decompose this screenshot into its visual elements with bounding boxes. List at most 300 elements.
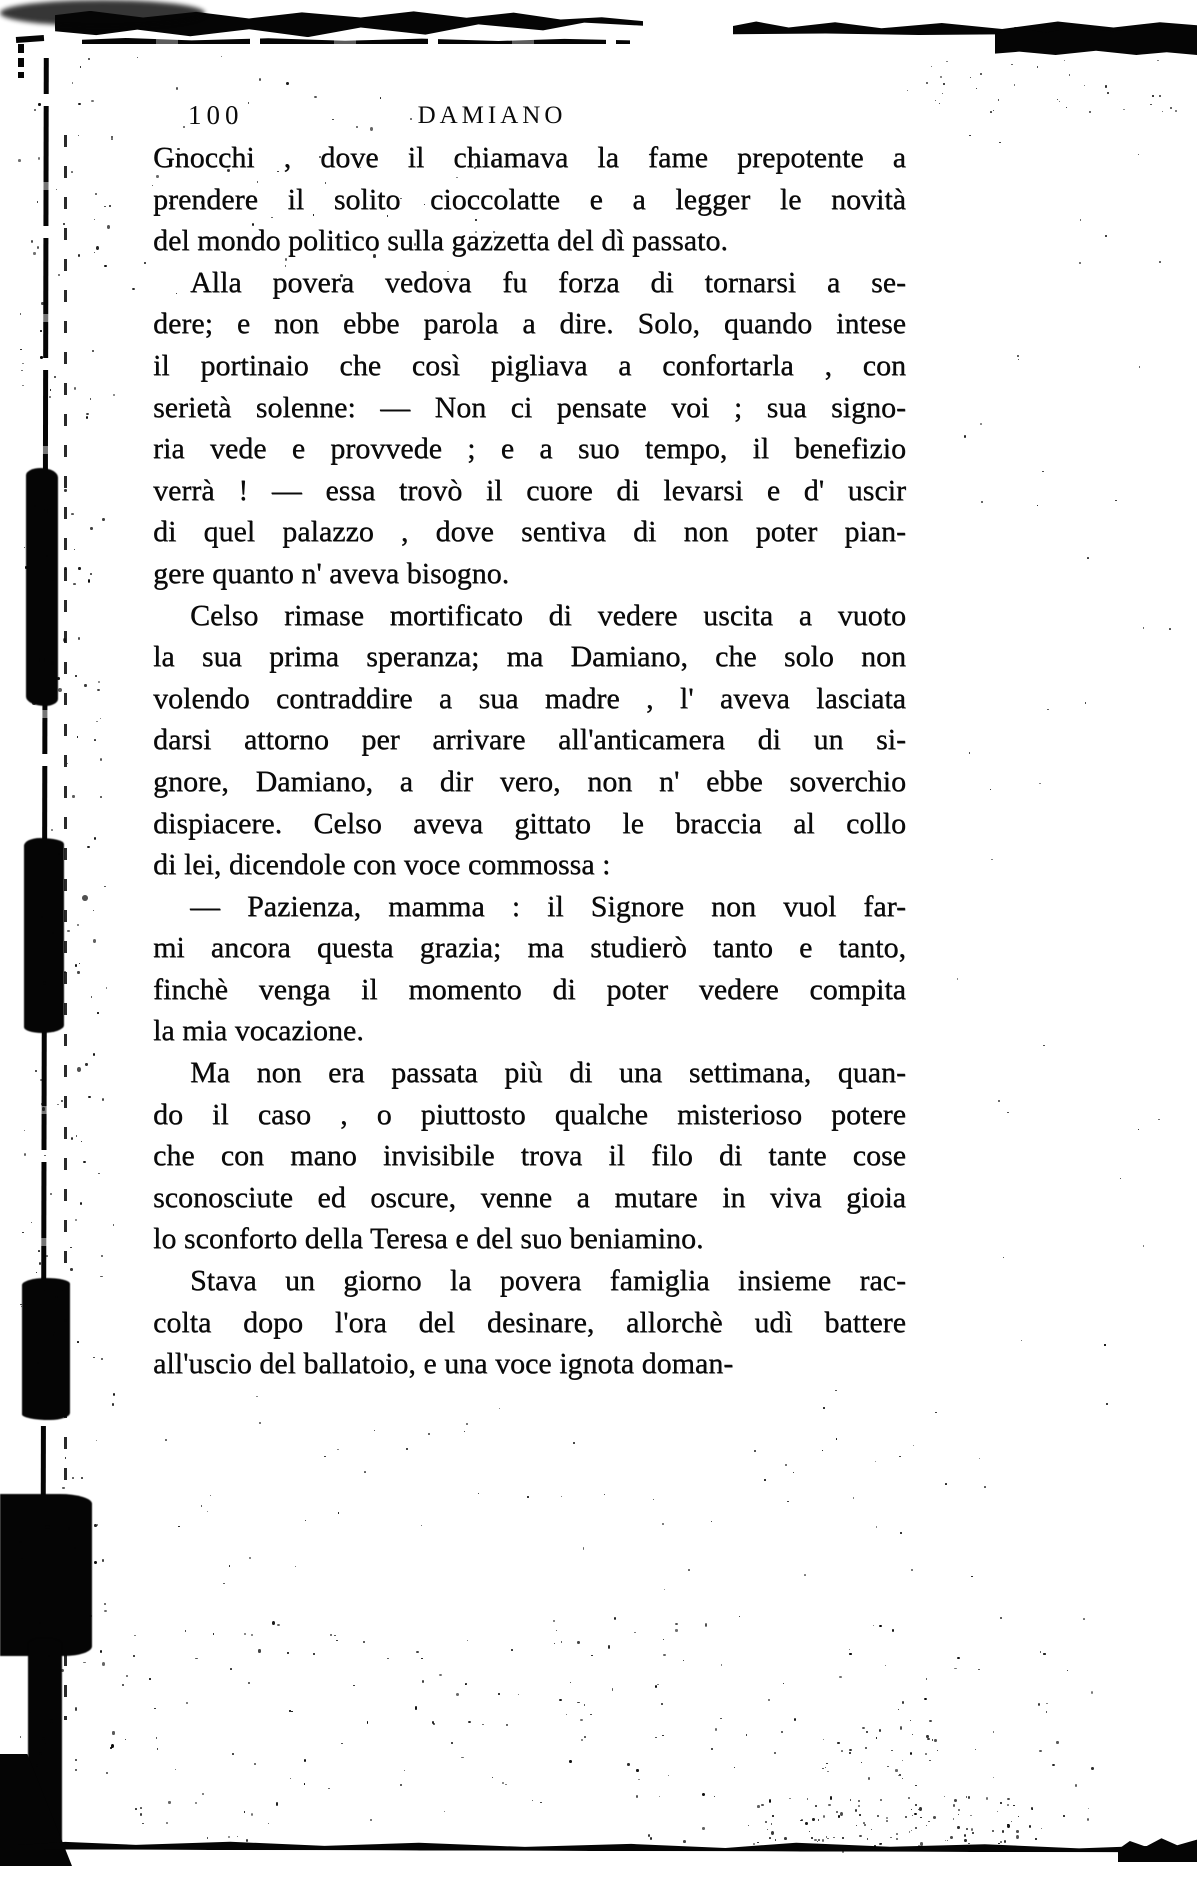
scan-noise-speck <box>31 1222 32 1224</box>
scan-noise-speck <box>1007 1112 1009 1114</box>
scan-noise-speck <box>1000 1802 1002 1804</box>
scan-noise-speck <box>86 416 88 419</box>
scan-noise-speck <box>1064 60 1065 61</box>
text-line: — Pazienza, mamma : il Signore non vuol far- <box>190 889 906 923</box>
scan-noise-speck <box>404 1770 405 1771</box>
scan-noise-speck <box>465 1683 466 1685</box>
scan-noise-speck <box>31 240 33 242</box>
scan-noise-speck <box>1003 1257 1004 1258</box>
scan-artifact-bottom-smudge <box>0 0 205 26</box>
scan-noise-speck <box>1039 783 1040 784</box>
scan-noise-speck <box>98 1173 100 1175</box>
scan-noise-speck <box>71 1137 73 1140</box>
scan-noise-speck <box>911 1809 912 1810</box>
scan-noise-speck <box>957 1657 960 1659</box>
scan-noise-speck <box>590 1714 592 1715</box>
scan-noise-speck <box>805 1822 808 1825</box>
scan-noise-speck <box>421 1525 422 1526</box>
scan-noise-speck <box>502 1782 503 1784</box>
scan-noise-speck <box>40 330 43 332</box>
scan-noise-speck <box>134 1635 135 1636</box>
scan-noise-speck <box>416 1651 419 1653</box>
scan-noise-speck <box>675 1623 678 1625</box>
scan-noise-speck <box>71 513 74 515</box>
scan-noise-speck <box>793 1472 794 1473</box>
scan-noise-speck <box>1039 1750 1042 1753</box>
scan-noise-speck <box>705 1623 708 1627</box>
scan-noise-speck <box>22 363 24 364</box>
scan-noise-speck <box>781 1731 783 1734</box>
scan-noise-speck <box>22 1232 24 1233</box>
scan-noise-speck <box>83 1161 86 1164</box>
scan-noise-speck <box>83 1662 86 1664</box>
scan-noise-speck <box>94 739 96 741</box>
scan-noise-speck <box>928 1821 929 1822</box>
scan-noise-speck <box>244 1633 246 1636</box>
scan-noise-speck <box>890 1837 892 1838</box>
scan-noise-speck <box>636 1795 638 1798</box>
scan-noise-speck <box>675 1629 678 1631</box>
text-line: gnore, Damiano, a dir vero, non n' ebbe soverchio <box>153 764 906 798</box>
scan-noise-speck <box>90 398 92 400</box>
scan-noise-speck <box>811 1837 813 1839</box>
scan-noise-speck <box>1057 99 1058 100</box>
scan-noise-speck <box>584 1736 586 1738</box>
text-line: di quel palazzo , dove sentiva di non poter pian- <box>153 515 906 549</box>
scan-noise-speck <box>63 638 66 642</box>
scan-noise-speck <box>937 1750 938 1751</box>
scan-noise-speck <box>683 1840 686 1843</box>
scan-noise-speck <box>876 1737 877 1739</box>
scan-noise-speck <box>800 1820 803 1822</box>
scan-noise-speck <box>920 1842 923 1845</box>
scan-noise-speck <box>213 1633 215 1635</box>
scan-noise-speck <box>380 97 381 98</box>
scan-noise-speck <box>142 1823 144 1824</box>
scan-noise-speck <box>899 1774 901 1776</box>
scan-noise-speck <box>662 1735 664 1736</box>
scan-noise-speck <box>653 1499 655 1500</box>
scan-noise-speck <box>1087 1818 1089 1821</box>
scan-noise-speck <box>771 1831 774 1835</box>
scan-noise-speck <box>969 752 970 754</box>
scan-noise-speck <box>842 1850 845 1853</box>
scan-noise-speck <box>1080 219 1081 220</box>
scan-noise-speck <box>900 1726 903 1730</box>
scan-noise-speck <box>50 1719 53 1723</box>
scan-noise-speck <box>415 1706 418 1710</box>
scan-noise-speck <box>505 1784 506 1785</box>
scan-noise-speck <box>166 1822 168 1824</box>
scan-noise-speck <box>50 389 51 391</box>
scan-noise-speck <box>823 1739 824 1740</box>
scan-noise-speck <box>614 1617 617 1620</box>
scan-noise-speck <box>1031 1807 1033 1810</box>
scan-noise-speck <box>1106 1403 1108 1405</box>
scan-noise-speck <box>1158 1119 1159 1120</box>
scan-noise-speck <box>54 376 56 378</box>
scan-noise-speck <box>1087 557 1089 559</box>
scan-noise-speck <box>892 1629 894 1631</box>
scan-noise-speck <box>1105 85 1107 87</box>
scan-noise-speck <box>958 1809 960 1811</box>
scan-noise-speck <box>1029 1825 1031 1828</box>
scan-noise-speck <box>98 681 100 683</box>
scan-noise-speck <box>561 1496 562 1497</box>
scan-noise-speck <box>422 1680 425 1683</box>
scan-noise-speck <box>102 1098 104 1101</box>
scan-noise-speck <box>879 1625 881 1627</box>
scan-noise-speck <box>954 1668 957 1670</box>
scan-noise-speck <box>80 66 82 68</box>
scan-noise-speck <box>1069 74 1070 75</box>
scan-noise-speck <box>482 1724 483 1726</box>
scan-noise-speck <box>862 1727 865 1729</box>
scan-noise-speck <box>580 1719 583 1722</box>
scan-noise-speck <box>87 846 90 849</box>
scan-noise-speck <box>254 1763 256 1765</box>
scan-noise-speck <box>40 356 43 358</box>
scan-noise-speck <box>334 1635 335 1637</box>
scan-noise-speck <box>400 1784 402 1786</box>
scan-noise-speck <box>223 1583 224 1584</box>
scan-noise-speck <box>1038 1703 1040 1706</box>
scan-noise-speck <box>992 1830 994 1832</box>
scan-noise-speck <box>32 701 36 705</box>
scan-noise-speck <box>102 1559 104 1561</box>
scan-noise-speck <box>1007 1824 1010 1828</box>
scan-noise-speck <box>101 1255 103 1257</box>
scan-noise-speck <box>818 1839 820 1841</box>
scan-noise-speck <box>971 1576 972 1577</box>
scan-noise-speck <box>757 1842 759 1844</box>
scan-noise-speck <box>1016 1830 1019 1832</box>
text-line: di lei, dicendole con voce commossa : <box>153 848 611 882</box>
scan-noise-speck <box>840 1812 843 1816</box>
scan-noise-speck <box>856 1825 857 1827</box>
scan-noise-speck <box>527 1496 529 1498</box>
scan-noise-speck <box>230 1668 231 1670</box>
scan-noise-speck <box>277 1624 280 1626</box>
scan-noise-speck <box>1002 1830 1004 1832</box>
scan-noise-speck <box>980 423 982 425</box>
scan-noise-speck <box>702 1793 705 1796</box>
scan-noise-speck <box>77 924 79 926</box>
scan-noise-speck <box>77 971 79 974</box>
scan-noise-speck <box>757 1805 760 1808</box>
scan-noise-speck <box>20 1736 22 1738</box>
text-line: gere quanto n' aveva bisogno. <box>153 556 510 590</box>
scan-noise-speck <box>638 1779 640 1780</box>
scan-noise-speck <box>149 1678 151 1679</box>
scan-noise-speck <box>81 1477 84 1479</box>
scan-noise-speck <box>37 246 39 249</box>
scan-noise-speck <box>849 1649 851 1650</box>
scan-noise-speck <box>772 1815 774 1817</box>
scan-noise-speck <box>886 1817 888 1819</box>
scan-noise-speck <box>175 1769 176 1770</box>
scan-noise-speck <box>931 66 932 67</box>
scan-noise-speck <box>966 1828 968 1830</box>
scan-noise-speck <box>122 1684 124 1686</box>
scan-noise-speck <box>957 978 958 979</box>
scan-noise-speck <box>104 265 107 268</box>
scan-noise-speck <box>783 1683 784 1684</box>
scan-noise-speck <box>41 1471 43 1472</box>
text-line: all'uscio del ballatoio, e una voce ignota doman- <box>153 1347 734 1381</box>
scan-noise-speck <box>827 1771 829 1773</box>
scan-noise-speck <box>314 96 317 98</box>
scan-noise-speck <box>92 350 94 352</box>
scan-noise-speck <box>428 1433 430 1435</box>
scan-noise-speck <box>467 1640 468 1641</box>
scan-noise-speck <box>739 1616 740 1617</box>
scan-noise-speck <box>608 1645 611 1648</box>
scan-noise-speck <box>22 385 24 386</box>
scan-noise-speck <box>456 1693 459 1696</box>
scan-noise-speck <box>861 1762 862 1763</box>
text-column <box>153 137 906 1385</box>
scan-artifact-ink-blob <box>24 838 64 1033</box>
scan-noise-speck <box>41 302 44 305</box>
scan-noise-speck <box>785 1464 787 1466</box>
scan-noise-speck <box>984 1486 986 1488</box>
scan-noise-speck <box>659 1796 660 1797</box>
scan-noise-speck <box>1004 1840 1006 1842</box>
scan-noise-speck <box>970 1815 971 1816</box>
scan-noise-speck <box>926 82 928 84</box>
scan-noise-speck <box>880 1799 882 1801</box>
scan-noise-speck <box>304 1783 305 1784</box>
scan-noise-speck <box>981 501 983 503</box>
scan-noise-speck <box>826 1763 828 1765</box>
scan-noise-speck <box>72 795 74 798</box>
scan-noise-speck <box>67 763 69 764</box>
scan-noise-speck <box>58 688 62 692</box>
scan-noise-speck <box>168 1801 171 1803</box>
scan-noise-speck <box>1000 1841 1002 1843</box>
scan-noise-speck <box>807 1798 808 1800</box>
scan-noise-speck <box>353 1685 355 1686</box>
scan-noise-speck <box>1120 1178 1121 1179</box>
scan-noise-speck <box>95 193 98 195</box>
scan-noise-speck <box>871 1829 872 1830</box>
scan-noise-speck <box>78 135 79 136</box>
scan-noise-speck <box>57 1104 59 1106</box>
running-title: DAMIANO <box>417 102 567 129</box>
scan-noise-speck <box>94 219 95 220</box>
scan-noise-speck <box>570 1682 571 1683</box>
scan-noise-speck <box>75 964 78 967</box>
scan-noise-speck <box>70 1247 71 1248</box>
scan-noise-speck <box>42 1107 45 1111</box>
scan-noise-speck <box>20 313 22 315</box>
scan-noise-speck <box>44 1290 45 1291</box>
scan-noise-speck <box>135 1808 137 1810</box>
scan-noise-speck <box>132 288 135 290</box>
text-line: che con mano invisibile trova il filo di tante cose <box>153 1139 906 1173</box>
scan-noise-speck <box>58 274 59 276</box>
scan-noise-speck <box>89 1615 91 1617</box>
scan-noise-speck <box>591 1655 592 1656</box>
scan-noise-speck <box>85 1063 87 1065</box>
scan-noise-speck <box>94 837 96 839</box>
scan-noise-speck <box>374 1430 375 1431</box>
scan-noise-speck <box>1085 702 1086 704</box>
scan-noise-speck <box>1046 1703 1048 1704</box>
scan-noise-speck <box>19 1541 22 1543</box>
scan-noise-speck <box>104 1603 106 1604</box>
scan-noise-speck <box>997 1811 999 1812</box>
scan-noise-speck <box>464 1431 465 1432</box>
scan-noise-speck <box>50 1193 52 1195</box>
scan-noise-speck <box>953 1818 954 1820</box>
scan-noise-speck <box>964 435 966 437</box>
scan-noise-speck <box>100 796 102 798</box>
scan-noise-speck <box>1107 92 1109 94</box>
scan-noise-speck <box>88 58 90 60</box>
scan-noise-speck <box>228 1836 230 1838</box>
scan-noise-speck <box>655 1737 656 1738</box>
scan-noise-speck <box>964 1834 966 1837</box>
scan-noise-speck <box>258 1649 261 1652</box>
scan-noise-speck <box>769 1837 771 1839</box>
scan-noise-speck <box>1017 355 1019 357</box>
scan-noise-speck <box>439 1674 442 1676</box>
scan-noise-speck <box>902 1760 903 1761</box>
scan-noise-speck <box>1115 500 1117 501</box>
scan-noise-speck <box>867 1838 868 1839</box>
scan-noise-speck <box>75 1769 77 1770</box>
scan-noise-speck <box>97 689 100 691</box>
text-line: la mia vocazione. <box>153 1014 364 1048</box>
scan-noise-speck <box>556 1630 557 1631</box>
scan-noise-speck <box>774 1752 776 1754</box>
scan-noise-speck <box>950 1836 953 1839</box>
scan-noise-speck <box>1162 111 1163 112</box>
scan-noise-speck <box>259 78 262 81</box>
scan-noise-speck <box>406 1448 407 1449</box>
scan-noise-speck <box>929 1760 931 1761</box>
scan-artifact-bottom-edge-line <box>18 1838 1197 1852</box>
scan-noise-speck <box>76 1135 77 1137</box>
scan-noise-speck <box>915 1785 917 1787</box>
scan-noise-speck <box>858 1800 860 1802</box>
scan-noise-speck <box>518 1694 519 1695</box>
scan-noise-speck <box>863 1822 864 1824</box>
scan-noise-speck <box>287 1652 289 1654</box>
scan-noise-speck <box>82 895 88 901</box>
scan-noise-speck <box>970 77 971 78</box>
scan-noise-speck <box>911 1569 913 1571</box>
scan-noise-speck <box>207 1511 209 1512</box>
scan-noise-speck <box>1138 154 1139 155</box>
scan-noise-speck <box>499 1408 500 1409</box>
scan-noise-speck <box>97 1012 99 1013</box>
scan-noise-speck <box>954 1799 957 1802</box>
scan-noise-speck <box>789 1798 791 1799</box>
scan-noise-speck <box>77 1341 79 1343</box>
scan-noise-speck <box>873 1625 874 1626</box>
scan-noise-speck <box>140 1813 142 1815</box>
scan-noise-speck <box>112 1403 115 1405</box>
scan-noise-speck <box>96 246 99 250</box>
scan-noise-speck <box>93 910 94 911</box>
scan-noise-speck <box>88 579 90 582</box>
text-line: dere; e non ebbe parola a dire. Solo, quando intese <box>153 307 906 341</box>
scan-noise-speck <box>276 1802 279 1806</box>
scan-noise-speck <box>688 1569 690 1571</box>
scan-noise-speck <box>86 413 89 415</box>
scan-noise-speck <box>753 1843 756 1845</box>
scan-noise-speck <box>1052 1764 1055 1766</box>
scan-noise-speck <box>1046 1711 1048 1713</box>
scan-noise-speck <box>1159 95 1161 97</box>
scan-noise-speck <box>1011 64 1013 65</box>
scan-noise-speck <box>289 1710 291 1711</box>
scan-noise-speck <box>77 736 78 738</box>
scan-noise-speck <box>823 1815 825 1818</box>
scan-noise-speck <box>94 1524 96 1527</box>
scan-noise-speck <box>75 675 77 677</box>
scan-noise-speck <box>573 1442 575 1444</box>
scan-noise-speck <box>877 1815 879 1817</box>
scan-noise-speck <box>24 547 25 548</box>
scan-noise-speck <box>754 1450 756 1452</box>
scan-noise-speck <box>828 1804 831 1806</box>
scan-noise-speck <box>896 1833 897 1835</box>
scan-noise-speck <box>972 1832 974 1834</box>
scan-noise-speck <box>1091 1691 1093 1694</box>
scan-noise-speck <box>106 1772 108 1774</box>
scan-noise-speck <box>683 1660 684 1661</box>
scan-noise-speck <box>246 1839 248 1842</box>
scan-noise-speck <box>934 1739 937 1742</box>
scan-noise-speck <box>154 1708 155 1709</box>
scan-noise-speck <box>35 1070 37 1072</box>
scan-noise-speck <box>37 201 39 203</box>
scan-noise-speck <box>944 1796 946 1798</box>
scan-noise-speck <box>433 1723 435 1725</box>
scan-noise-speck <box>1041 1828 1042 1830</box>
scan-noise-speck <box>875 1461 876 1462</box>
scan-noise-speck <box>650 1837 652 1839</box>
scan-noise-speck <box>140 1807 141 1809</box>
scan-noise-speck <box>833 1837 835 1838</box>
scan-noise-speck <box>969 135 971 136</box>
scan-noise-speck <box>338 1512 339 1513</box>
scan-noise-speck <box>106 987 107 989</box>
scan-noise-speck <box>797 1848 799 1850</box>
scan-noise-speck <box>1150 104 1152 105</box>
scan-noise-speck <box>176 87 178 90</box>
scan-noise-speck <box>387 1658 389 1659</box>
scan-noise-speck <box>1091 1767 1094 1770</box>
scan-noise-speck <box>1152 95 1154 96</box>
scan-noise-speck <box>478 1493 479 1494</box>
scan-noise-speck <box>914 1813 917 1815</box>
scan-noise-speck <box>21 1558 22 1559</box>
text-line: Alla povera vedova fu forza di tornarsi a se- <box>190 265 906 299</box>
scan-noise-speck <box>137 57 139 58</box>
scan-noise-speck <box>64 1319 67 1323</box>
scan-noise-speck <box>88 1096 91 1098</box>
scan-noise-speck <box>964 1839 967 1842</box>
scan-noise-speck <box>1169 628 1171 630</box>
scan-noise-speck <box>295 1566 297 1567</box>
scan-noise-speck <box>1104 1344 1105 1345</box>
scan-noise-speck <box>886 1820 888 1822</box>
